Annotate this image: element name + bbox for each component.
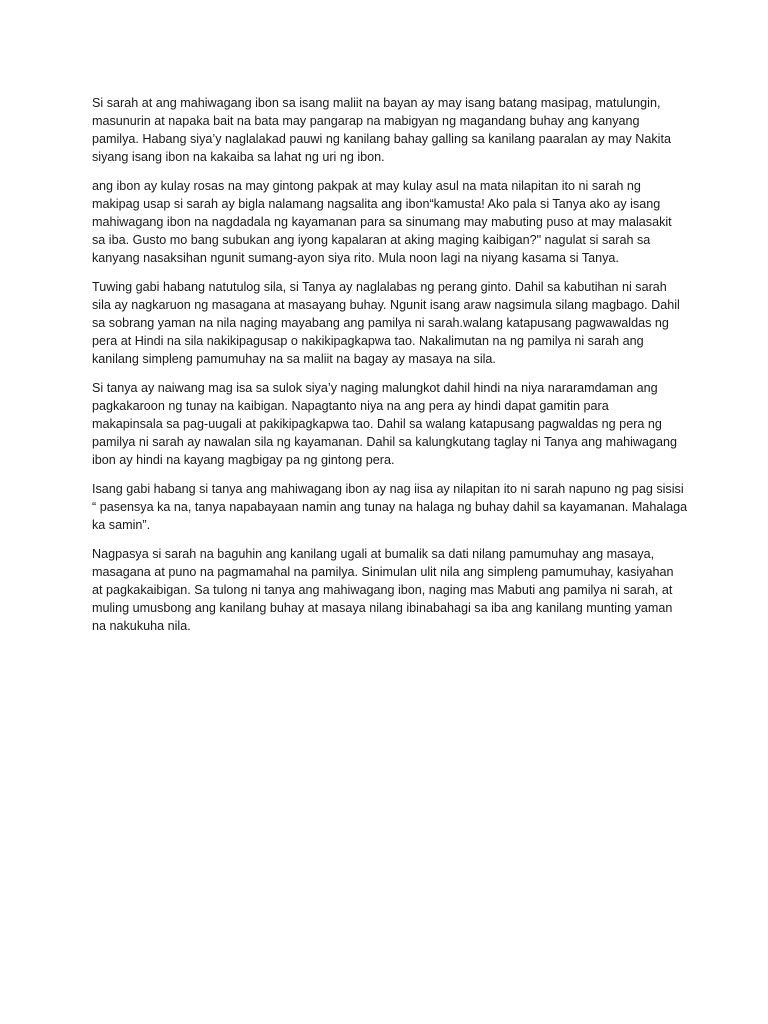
text-line: at pagkakaibigan. Sa tulong ni tanya ang mahiwagang ibon, naging mas Mabuti ang pamilya ni sarah, at	[92, 583, 673, 597]
paragraph	[92, 545, 682, 635]
text-line: ibon ay hindi na kayang magbigay pa ng gintong pera.	[92, 453, 395, 467]
text-line: kanilang simpleng pamumuhay na sa maliit na bagay ay masaya na sila.	[92, 352, 496, 366]
paragraph	[92, 480, 688, 534]
text-line: ang ibon ay kulay rosas na may gintong pakpak at may kulay asul na mata nilapitan ito ni sarah ng	[92, 179, 641, 193]
text-line: masunurin at napaka bait na bata may pangarap na mabigyan ng magandang buhay ang kanyang	[92, 114, 640, 128]
text-line: sila ay nagkaruon ng masagana at masayang buhay. Ngunit isang araw nagsimula silang magbago. Dahil	[92, 298, 680, 312]
text-line: “ pasensya ka na, tanya napabayaan namin ang tunay na halaga ng buhay dahil sa kayamanan. Mahalaga	[92, 500, 688, 514]
text-line: ka samin”.	[92, 518, 151, 532]
text-line: Si sarah at ang mahiwagang ibon sa isang maliit na bayan ay may isang batang masipag, matulungin,	[92, 96, 661, 110]
text-line: pera at Hindi na sila nakikipagusap o nakikipagkapwa tao. Nakalimutan na ng pamilya ni sarah ang	[92, 334, 644, 348]
text-line: Nagpasya si sarah na baguhin ang kanilang ugali at bumalik sa dati nilang pamumuhay ang masaya,	[92, 547, 655, 561]
text-line: pamilya ni sarah ay nawalan sila ng kayamanan. Dahil sa kalungkutang taglay ni Tanya ang mahiwagang	[92, 435, 678, 449]
text-line: pamilya. Habang siya’y naglalakad pauwi ng kanilang bahay galling sa kanilang paaralan ay may Nakita	[92, 132, 671, 146]
document-body	[92, 94, 688, 646]
text-line: pagkakaroon ng tunay na kaibigan. Napagtanto niya na ang pera ay hindi dapat gamitin para	[92, 399, 609, 413]
text-line: sa sobrang yaman na nila naging mayabang ang pamilya ni sarah.walang katapusang pagwawaldas ng	[92, 316, 669, 330]
text-line: Isang gabi habang si tanya ang mahiwagang ibon ay nag iisa ay nilapitan ito ni sarah napuno ng pag sisisi	[92, 482, 684, 496]
text-line: kanyang nasaksihan ngunit sumang-ayon siya rito. Mula noon lagi na niyang kasama si Tanya.	[92, 251, 619, 265]
paragraph	[92, 278, 682, 368]
text-line: mahiwagang ibon na nagdadala ng kayamanan para sa sinumang may mabuting puso at may malasakit	[92, 215, 672, 229]
text-line: makapinsala sa pag-uugali at pakikipagkapwa tao. Dahil sa walang katapusang pagwaldas ng pera ng	[92, 417, 662, 431]
text-line: masagana at puno na pagmamahal na pamilya. Sinimulan ulit nila ang simpleng pamumuhay, kasiyahan	[92, 565, 674, 579]
text-line: makipag usap si sarah ay bigla nalamang nagsalita ang ibon“kamusta! Ako pala si Tanya ako ay isang	[92, 197, 661, 211]
text-line: na nakukuha nila.	[92, 619, 191, 633]
paragraph	[92, 94, 682, 166]
paragraph	[92, 177, 682, 267]
text-line: sa iba. Gusto mo bang subukan ang iyong kapalaran at aking maging kaibigan?" nagulat si sarah sa	[92, 233, 651, 247]
text-line: siyang isang ibon na kakaiba sa lahat ng uri ng ibon.	[92, 150, 385, 164]
text-line: muling umusbong ang kanilang buhay at masaya nilang ibinabahagi sa iba ang kanilang munting yaman	[92, 601, 673, 615]
paragraph	[92, 379, 682, 469]
text-line: Tuwing gabi habang natutulog sila, si Tanya ay naglalabas ng perang ginto. Dahil sa kabutihan ni sarah	[92, 280, 667, 294]
text-line: Si tanya ay naiwang mag isa sa sulok siya’y naging malungkot dahil hindi na niya nararamdaman ang	[92, 381, 658, 395]
